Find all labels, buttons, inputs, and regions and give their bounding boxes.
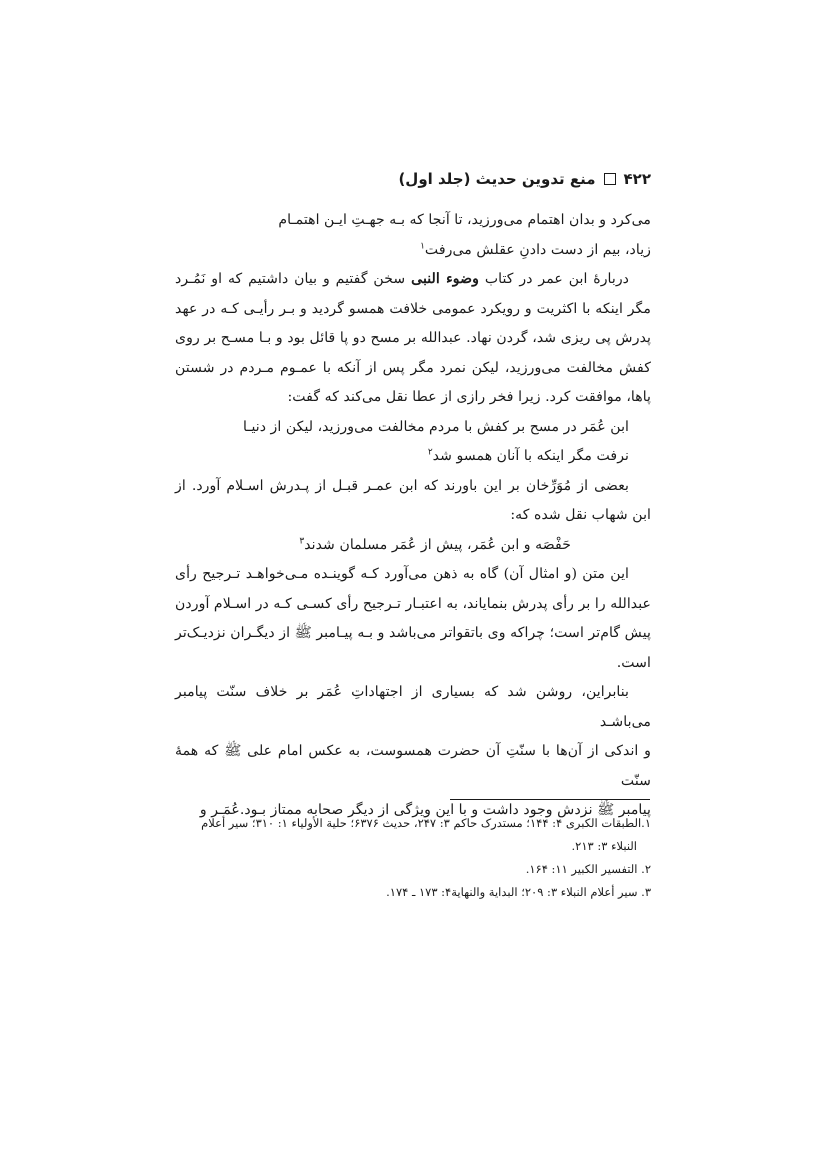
paragraph-5-line-1: بنابراین، روشن شد که بسیاری از اجتهاداتِ عُمَر بر خلاف سنّت پیامبر می‌باشـد bbox=[175, 684, 651, 730]
paragraph-2-rest: سخن گفتیم و بیان داشتیم که او نَمُـرد مگر اینکه با اکثریت و رویکرد عمومی خلافت همسو گردید و بـر رأیـی کـه در عهد پدرش پی ریزی شد، گردن نهاد. عبدالله بر مسح دو پا قائل بود و بـا مسـح بر روی کفش مخالفت می‌ورزید، لیکن نمرد مگر پس از آنکه با عمـوم مـردم در شستن پاها، موافقت کرد. زیرا فخر رازی از عطا نقل می‌کند که گفت: bbox=[175, 271, 651, 405]
paragraph-3: بعضی از مُوَرِّخان بر این باورند که ابن عمـر قبـل از پـدرش اسـلام آورد. از ابن شهاب نقل شده که: bbox=[175, 477, 651, 523]
paragraph-5-line-3: پیامبر ﷺ نزدش وجود داشت و با این ویژگی از دیگر صحابه ممتاز بـود.عُمَـر و bbox=[199, 802, 651, 818]
quote-1 bbox=[175, 413, 651, 472]
footnote-1-line-1: ۱.الطبقات الکبری ۴: ۱۴۴؛ مستدرک حاکم ۳: ۲۴۷، حدیث ۶۳۷۶؛ حلیة الأولیاء ۱: ۳۱۰؛ سیر أعلام bbox=[201, 816, 651, 830]
square-ornament-icon bbox=[604, 173, 616, 185]
footnote-ref-1: ۱ bbox=[420, 240, 425, 251]
page-number: ۴۲۲ bbox=[623, 170, 651, 188]
book-title: منع تدوین حدیث (جلد اول) bbox=[398, 170, 596, 188]
footnotes bbox=[175, 812, 651, 904]
footnote-separator bbox=[450, 799, 650, 800]
footnote-ref-3: ۳ bbox=[299, 535, 305, 546]
paragraph-5 bbox=[175, 678, 651, 826]
footnote-2: ۲. التفسیر الکبیر ۱۱: ۱۶۴. bbox=[525, 862, 651, 876]
paragraph-2 bbox=[175, 265, 651, 413]
paragraph-1 bbox=[175, 206, 651, 265]
quote-1-line-1: ابن عُمَر در مسح بر کفش با مردم مخالفت می‌ورزید، لیکن از دنیـا bbox=[242, 418, 629, 435]
main-text bbox=[175, 206, 651, 826]
footnote-3: ۳. سیر أعلام النبلاء ۳: ۲۰۹؛ البدایة والنهایة۴: ۱۷۳ ـ ۱۷۴. bbox=[386, 885, 651, 899]
quote-1-line-2: نرفت مگر اینکه با آنان همسو شد bbox=[432, 448, 629, 464]
running-header bbox=[175, 168, 651, 190]
paragraph-2-start: دربارهٔ ابن عمر در کتاب bbox=[478, 271, 629, 287]
paragraph-4: این متن (و امثال آن) گاه به ذهن می‌آورد کـه گوینـده مـی‌خواهـد تـرجیح رأی عبدالله را بر رأی پدرش بنمایاند، به اعتبـار تـرجیح رأی کسـی کـه در اسـلام آوردن پیش گام‌تر است؛ چراکه وی باتقواتر می‌باشد و بـه پیـامبر ﷺ از دیگـران نزدیـک‌تر است. bbox=[175, 566, 651, 671]
footnote-1 bbox=[175, 812, 651, 858]
footnote-ref-2: ۲ bbox=[427, 447, 433, 458]
book-name-wudu-al-nabi: وضوء النبی bbox=[411, 271, 479, 287]
paragraph-1-line-2: زیاد، بیم از دست دادنِ عقلش می‌رفت bbox=[424, 241, 651, 258]
paragraph-5-line-2: و اندکی از آن‌ها با سنّتِ آن حضرت همسوست، به عکس امام علی ﷺ که همهٔ سنّت bbox=[175, 743, 651, 789]
quote-2 bbox=[175, 531, 651, 561]
footnote-1-line-2: النبلاء ۳: ۲۱۳. bbox=[571, 839, 637, 853]
quote-2-text: حَفْصَه و ابن عُمَر، پیش از عُمَر مسلمان شدند bbox=[304, 536, 571, 553]
paragraph-1-line-1: می‌کرد و بدان اهتمام می‌ورزید، تا آنجا که بـه جهـتِ ایـن اهتمـام bbox=[278, 212, 651, 228]
